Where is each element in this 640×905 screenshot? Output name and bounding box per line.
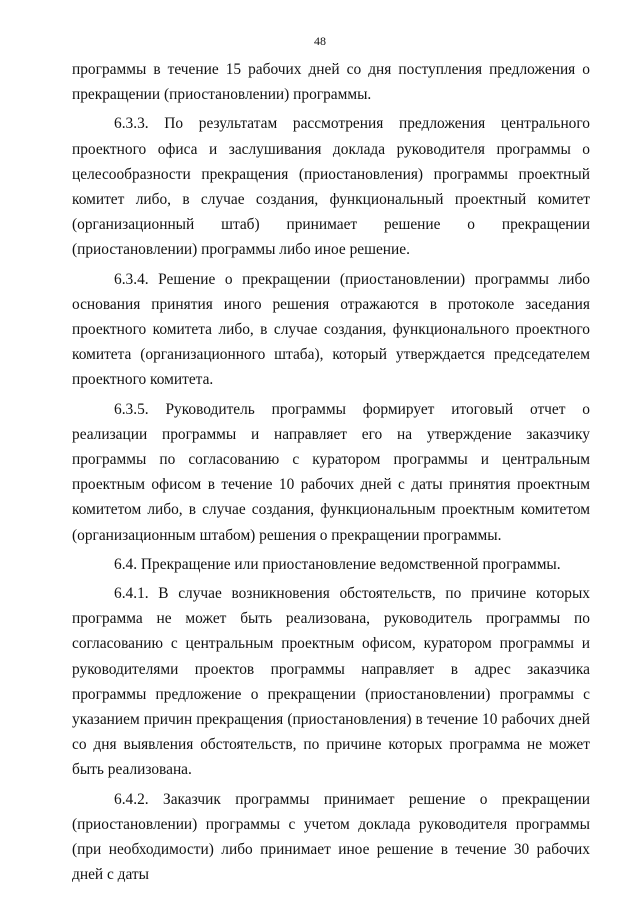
paragraph-6-3-3: 6.3.3. По результатам рассмотрения предложения центрального проектного офиса и заслушивания доклада руководителя программы о целесообразности прекращения (приостановления) программы проектный комитет либо, в случае создания, функциональный проектный комитет (организационный штаб) принимает решение о прекращении (приостановлении) программы либо иное решение.	[72, 115, 590, 259]
document-body	[72, 57, 590, 888]
paragraph-6-3-5: 6.3.5. Руководитель программы формирует итоговый отчет о реализации программы и направляет его на утверждение заказчику программы по согласованию с куратором программы и центральным проектным офисом в течение 10 рабочих дней с даты принятия проектным комитетом либо, в случае создания, функциональным проектным комитетом (организационным штабом) решения о прекращении программы.	[72, 400, 590, 544]
paragraph-continued: программы в течение 15 рабочих дней со дня поступления предложения о прекращении (приостановлении) программы.	[72, 61, 590, 104]
paragraph-6-3-4: 6.3.4. Решение о прекращении (приостановлении) программы либо основания принятия иного решения отражаются в протоколе заседания проектного комитета либо, в случае создания, функционального проектного комитета (организационного штаба), который утверждается председателем проектного комитета.	[72, 270, 590, 389]
paragraph-6-4-1: 6.4.1. В случае возникновения обстоятельств, по причине которых программа не может быть реализована, руководитель программы по согласованию с центральным проектным офисом, куратором программы и руководителями проектов программы направляет в адрес заказчика программы предложение о прекращении (приостановлении) программы с указанием причин прекращения (приостановления) в течение 10 рабочих дней со дня выявления обстоятельств, по причине которых программа не может быть реализована.	[72, 585, 590, 779]
page-number: 48	[314, 34, 326, 48]
paragraph-6-4: 6.4. Прекращение или приостановление ведомственной программы.	[114, 555, 561, 573]
paragraph-6-4-2: 6.4.2. Заказчик программы принимает решение о прекращении (приостановлении) программы с учетом доклада руководителя программы (при необходимости) либо принимает иное решение в течение 30 рабочих дней с даты	[72, 790, 590, 884]
